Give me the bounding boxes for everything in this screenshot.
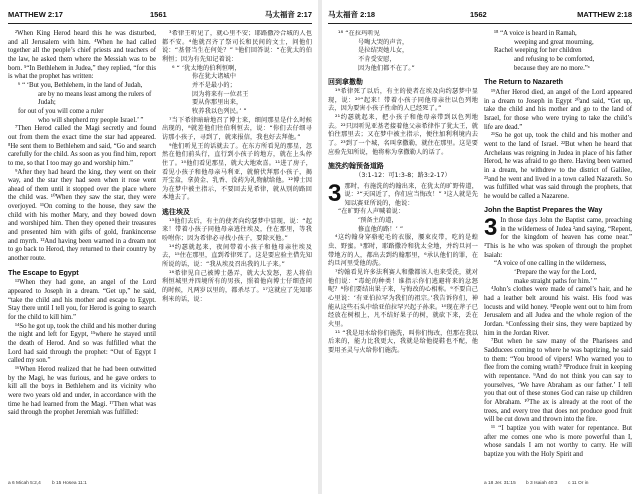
left-header-rule <box>8 23 312 24</box>
poem-line: 你在犹大诸城中 <box>192 73 237 81</box>
poem-line: Rachel weeping for her children <box>494 47 582 55</box>
paragraph: ¹³他们去后，有主的使者向约瑟梦中显现，说：“起来！带着小孩子同他母亲逃往埃及，住在那里，等我吩咐你；因为希律必寻找小孩子，要除灭他。” <box>162 217 312 243</box>
poem-quote <box>328 208 478 234</box>
right-english-column <box>484 30 632 478</box>
poem-line: “A voice of one calling in the wilderness, <box>494 260 607 268</box>
poem-line: 是拉结哭她儿女， <box>358 47 409 55</box>
poem-line: ‘预备主的道， <box>358 217 398 225</box>
right-page-header <box>328 8 632 22</box>
footnote: b 3 Isaiah 40:3 <box>526 481 558 486</box>
paragraph: ²When King Herod heard this he was disturbed, and all Jerusalem with him. ⁴When he had called together all the people’s chief priests and teachers of the law, he asked them where the Messiah was to be born. ⁵“In Bethlehem in Judea,” they replied, “for this is what the prophet has written: <box>8 30 156 81</box>
poem-line: “在旷野有人声喊着说： <box>338 208 405 216</box>
paragraph: ⁹After they had heard the king, they went on their way, and the star they had seen when it rose went ahead of them until it stopped over the place where the child was. ¹⁰When they saw the star, they were overjoyed. ¹¹On coming to the house, they saw the child with his mother Mary, and they bowed down and worshiped him. Then they opened their treasures and presented him with gifts of gold, frankincense and myrrh. ¹²And having been warned in a dream not to go back to Herod, they returned to their country by another route. <box>8 168 156 263</box>
section-heading: The Escape to Egypt <box>8 267 79 277</box>
parallel-reference: （3:1-12：可1:3-8；路3:2-17） <box>355 171 451 179</box>
chapter-number: 3 <box>328 179 342 207</box>
paragraph: ²¹So he got up, took the child and his mother and went to the land of Israel. ²²But when he heard that Archelaus was reigning in Judea in place of his father Herod, he was afraid to go there. Having been warned in a dream, he withdrew to the district of Galilee, ²³and he went and lived in a town called Nazareth. So was fulfilled what was said through the prophets, that he would be called a Nazarene. <box>484 132 632 200</box>
poem-line: ¹⁸ “在拉玛听见 <box>338 30 380 37</box>
paragraph: ⁹他们听见王的话就去了。在东方所看见的那星，忽然在他们前头行，直行到小孩子的地方，就在上头停住了。¹⁰他们看见那星，就大大地欢喜。¹¹进了房子，看见小孩子和他母亲马利亚，就俯伏拜那小孩子，揭开宝盒，拿黄金、乳香、没药为礼物献给他。¹²博士因为在梦中被主指示，不要回去见希律，就从别的路回本地去了。 <box>162 142 312 202</box>
paragraph: ¹⁶When Herod realized that he had been outwitted by the Magi, he was furious, and he gave orders to kill all the boys in Bethlehem and its vicinity who were two years old and under, in accordance with the time he had learned from the Magi. ¹⁷Then what was said through the prophet Jeremiah was fulfilled: <box>8 365 156 417</box>
chapter-number: 3 <box>484 214 498 242</box>
poem-line: 要从你那里出来， <box>192 99 243 107</box>
left-page-number: 1561 <box>150 10 167 19</box>
paragraph: ⁴这约翰身穿骆驼毛的衣服，腰束皮带，吃的是蝗虫、野蜜。⁵那时，耶路撒冷和犹太全地，并约旦河一带地方的人，都出去到约翰那里，⁶承认他们的罪，在约旦河里受他的洗。 <box>328 234 478 268</box>
poem-line: 因为将来有一位君王 <box>192 90 249 98</box>
poem-line: 并不是最小的； <box>192 81 237 89</box>
paragraph <box>328 179 478 209</box>
poem-quote <box>328 30 478 73</box>
paragraph: ¹⁴约瑟就起来，夜间带着小孩子和他母亲往埃及去，¹⁵住在那里，直到希律死了。这是要应验主借先知所说的话，说：“我从埃及召出我的儿子来。” <box>162 243 312 269</box>
section-heading: John the Baptist Prepares the Way <box>484 205 603 215</box>
right-chinese-column <box>328 30 478 478</box>
paragraph: ¹¹ “我是用水给你们施洗，叫你们悔改，但那在我以后来的，能力比我更大，我就是给他提鞋也不配，他要用圣灵与火给你们施洗。 <box>328 329 478 354</box>
poem-line: 牧养我以色列民。’ ” <box>192 107 247 115</box>
poem-line: ‘Prepare the way for the Lord, <box>514 269 597 277</box>
paragraph: ⁷But when he saw many of the Pharisees and Sadducees coming to where he was baptizing, he said to them: “You brood of vipers! Who warned you to flee from the coming wrath? ⁸Produce fruit in keeping with repentance. ⁹And do not think you can say to yourselves, ‘We have Abraham as our father.’ I tell you that out of these stones God can raise up children for Abraham. ¹⁰The ax is already at the root of the trees, and every tree that does not produce good fruit will be cut down and thrown into the fire. <box>484 338 632 424</box>
poem-quote <box>484 30 632 73</box>
poem-line: and refusing to be comforted, <box>514 55 595 63</box>
paragraph-text: In those days John the Baptist came, preaching in the wilderness of Judea ²and saying, “Repent, for the kingdom of heaven has come near.” ³This is he who was spoken of through the prophet Isaiah: <box>484 217 632 259</box>
section-heading: 逃往埃及 <box>162 208 190 217</box>
footnote: b 15 Hosea 11:1 <box>52 481 87 486</box>
left-chinese-column <box>162 30 312 478</box>
poem-line: 不肯受安慰， <box>358 55 396 63</box>
poem-line: ¹⁸ “A voice is heard in Ramah, <box>494 30 577 37</box>
right-page <box>322 0 640 494</box>
poem-line: ⁶ “ ‘犹太地的伯利恒啊， <box>172 64 241 72</box>
right-header-rule <box>328 23 632 24</box>
poem-line: who will shepherd my people Israel.’ ” <box>38 116 144 124</box>
paragraph <box>484 214 632 260</box>
section-heading: The Return to Nazareth <box>484 77 564 87</box>
paragraph: ⁷约翰看见许多法利赛人和撒都该人也来受洗，就对他们说：“毒蛇的种类！谁指示你们逃避将来的忿怒呢？⁸你们要结出果子来，与悔改的心相称。⁹不要自己心里说：‘有亚伯拉罕为我们的祖宗。’我告诉你们，神能从这些石头中给亚伯拉罕兴起子孙来。¹⁰现在斧子已经放在树根上，凡不结好果子的树，就砍下来，丢在火里。 <box>328 269 478 328</box>
section-heading: 施洗约翰预备道路 <box>328 162 384 171</box>
paragraph: ¹³When they had gone, an angel of the Lord appeared to Joseph in a dream. “Get up,” he said, “take the child and his mother and escape to Egypt. Stay there until I tell you, for Herod is going to search for the child to kill him.” <box>8 279 156 321</box>
poem-quote <box>484 260 632 286</box>
poem-line: 修直他的路！’ ” <box>358 225 404 233</box>
poem-quote <box>162 65 312 117</box>
paragraph: ⁷Then Herod called the Magi secretly and found out from them the exact time the star had appeared. ⁸He sent them to Bethlehem and said, “Go and search carefully for the child. As soon as you find him, report to me, so that I too may go and worship him.” <box>8 125 156 167</box>
paragraph: ¹⁴So he got up, took the child and his mother during the night and left for Egypt, ¹⁵where he stayed until the death of Herod. And so was fulfilled what the Lord had said through the prophet: “Out of Egypt I called my son.” <box>8 322 156 365</box>
paragraph: ¹⁶希律见自己被博士愚弄，就大大发怒，差人将伯利恒城里并四境所有的男孩，照着他向博士仔细查问的时候，凡两岁以里的，都杀尽了。¹⁷这就应了先知耶利米的话，说： <box>162 269 312 303</box>
paragraph: ⁴John’s clothes were made of camel’s hair, and he had a leather belt around his waist. His food was locusts and wild honey. ⁵People went out to him from Jerusalem and all Judea and the whole region of the Jordan. ⁶Confessing their sins, they were baptized by him in the Jordan River. <box>484 286 632 337</box>
poem-line: weeping and great mourning, <box>514 38 594 46</box>
left-page <box>0 0 318 494</box>
paragraph: ²¹约瑟就起来，把小孩子和他母亲带到以色列地去。²²只因听见亚基老接着他父亲希律作了犹太王，就怕往那里去；又在梦中被主指示，便往加利利境内去了。²³到了一个城，名叫拿撒勒，就住在那里。这是要应验先知所说，他将称为拿撒勒人的话了。 <box>328 113 478 156</box>
section-heading: 回到拿撒勒 <box>328 78 363 87</box>
poem-line: 号啕大哭的声音， <box>358 38 409 46</box>
paragraph: ¹⁹After Herod died, an angel of the Lord appeared in a dream to Joseph in Egypt ²⁰and said, “Get up, take the child and his mother and go to the land of Israel, for those who were trying to take the child’s life are dead.” <box>484 88 632 131</box>
paragraph: ¹¹ “I baptize you with water for repentance. But after me comes one who is more powerful than I, whose sandals I am not worthy to carry. He will baptize you with the Holy Spirit and <box>484 424 632 458</box>
paragraph: ⁷当下希律暗暗地召了博士来，细问那星是什么时候出现的，⁸就差他们往伯利恒去，说：“你们去仔细寻访那小孩子，寻到了，就来报信，我也好去拜他。” <box>162 116 312 141</box>
poem-line: are by no means least among the rulers of Judah; <box>38 90 152 107</box>
left-header-reference-zh: 马太福音 2:17 <box>264 10 312 19</box>
left-english-column <box>8 30 156 478</box>
poem-quote <box>8 82 156 125</box>
poem-line: ⁶ “ ‘But you, Bethlehem, in the land of Judah, <box>18 81 143 89</box>
right-page-number: 1562 <box>470 10 487 19</box>
poem-line: for out of you will come a ruler <box>18 107 104 115</box>
paragraph: ³希律王听见了，就心里不安；耶路撒冷合城的人也都不安。⁴他就召齐了祭司长和民间的文士，问他们说：“基督当生在何处？” ⁵他们回答说：“在犹太的伯利恒；因为有先知记着说： <box>162 30 312 63</box>
paragraph-text: 那时，有施洗的约翰出来，在犹太的旷野传道，说：²“天国近了，你们应当悔改！” ³这人就是先知以赛亚所说的，他说： <box>344 182 478 207</box>
footnote: a 6 Micah 5:2,4 <box>8 481 41 486</box>
right-header-reference-en: MATTHEW 2:18 <box>577 10 632 19</box>
footnote: c 11 Or in <box>568 481 589 486</box>
left-header-reference-en: MATTHEW 2:17 <box>8 10 63 19</box>
footnote: a 18 Jer. 31:15 <box>484 481 516 486</box>
left-page-header <box>8 8 312 22</box>
poem-line: 因为他们都不在了。” <box>358 64 415 72</box>
paragraph: ¹⁹希律死了以后，有主的使者在埃及向约瑟梦中显现，说：²⁰“起来！带着小孩子同他母亲往以色列地去，因为要害小孩子性命的人已经死了。” <box>328 87 478 113</box>
poem-line: make straight paths for him.’ ” <box>514 277 597 285</box>
poem-line: because they are no more.”ᵃ <box>514 64 590 72</box>
right-header-reference-zh: 马太福音 2:18 <box>328 10 376 19</box>
